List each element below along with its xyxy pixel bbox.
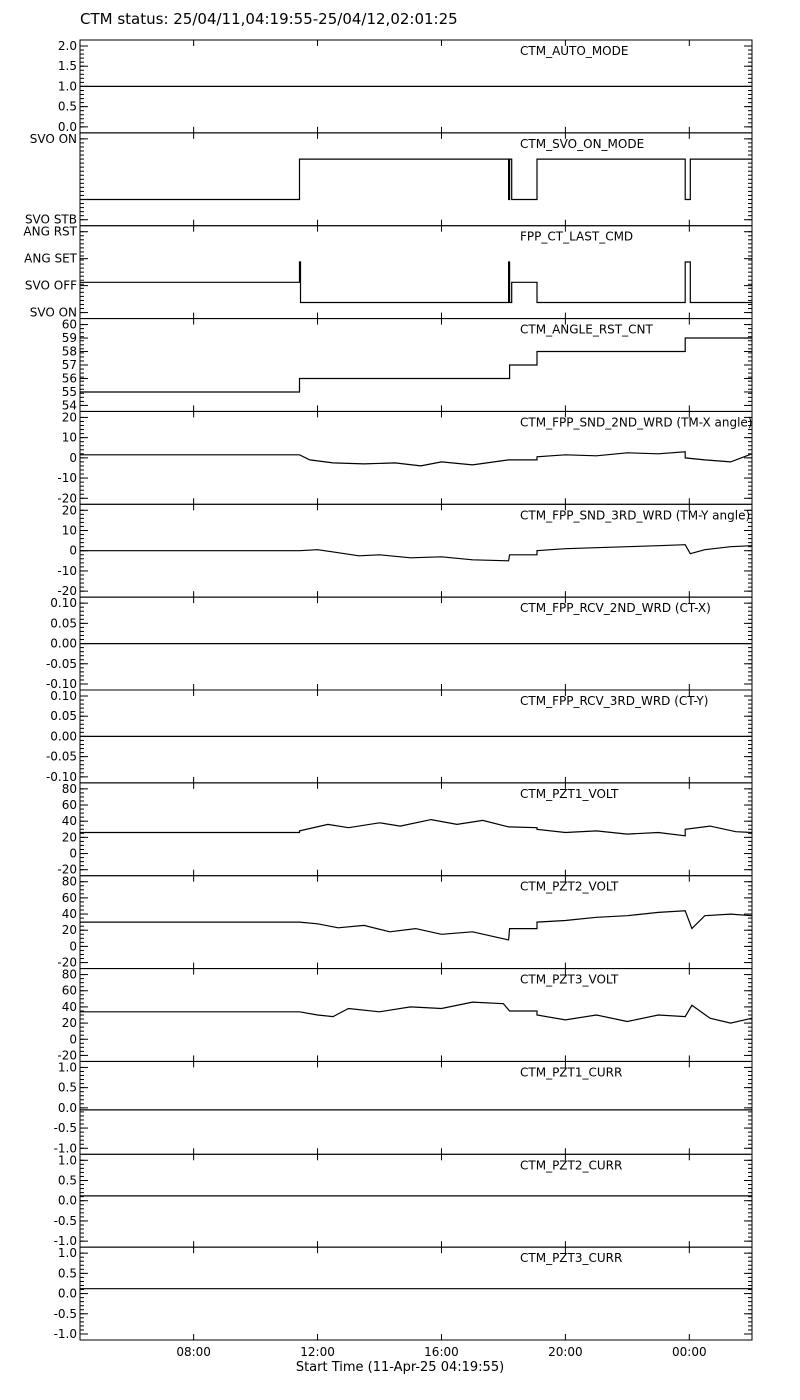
y-tick-label: -0.10 — [45, 677, 77, 691]
panel-title: CTM_FPP_RCV_2ND_WRD (CT-X) — [520, 601, 711, 616]
y-tick-label: 1.5 — [57, 59, 77, 74]
y-tick-label: 0 — [69, 1032, 77, 1047]
series-line — [80, 338, 752, 392]
y-tick-label: -20 — [57, 955, 77, 970]
y-tick-label: 0.0 — [57, 1100, 77, 1115]
y-tick-label: 40 — [61, 999, 77, 1014]
x-tick-label: 08:00 — [176, 1345, 211, 1359]
y-tick-label: SVO OFF — [24, 278, 77, 293]
y-tick-label: 60 — [61, 798, 77, 813]
y-tick-label: 2.0 — [57, 39, 77, 53]
panel-title: CTM_AUTO_MODE — [520, 44, 629, 58]
y-tick-label: 40 — [61, 907, 77, 922]
series-line — [80, 452, 752, 466]
y-tick-label: 80 — [61, 781, 77, 796]
y-tick-label: 60 — [61, 890, 77, 905]
y-tick-label: 1.0 — [57, 79, 77, 94]
y-tick-label: -20 — [57, 1048, 77, 1063]
y-tick-label: -0.5 — [53, 1306, 77, 1321]
y-tick-label: 20 — [61, 503, 77, 518]
y-tick-label: 1.0 — [57, 1153, 77, 1168]
panel-title: CTM_FPP_SND_3RD_WRD (TM-Y angle) — [520, 508, 751, 523]
y-tick-label: 0.5 — [57, 99, 77, 114]
y-tick-label: 60 — [61, 983, 77, 998]
y-tick-label: 1.0 — [57, 1060, 77, 1075]
y-tick-label: 0 — [69, 450, 77, 465]
panel-frame — [80, 1154, 752, 1247]
y-tick-label: 0.5 — [57, 1173, 77, 1188]
y-tick-label: 58 — [61, 344, 77, 359]
y-tick-label: 57 — [61, 358, 77, 372]
y-tick-label: -0.5 — [53, 1213, 77, 1228]
x-tick-label: 12:00 — [300, 1345, 335, 1359]
series-line — [80, 159, 752, 199]
y-tick-label: ANG SET — [24, 251, 77, 266]
panel-title: CTM_PZT1_VOLT — [520, 786, 619, 801]
y-tick-label: 80 — [61, 874, 77, 889]
y-tick-label: -20 — [57, 491, 77, 506]
y-tick-label: 1.0 — [57, 1246, 77, 1261]
panel-title: CTM_SVO_ON_MODE — [520, 136, 645, 151]
panel-frame — [80, 133, 752, 226]
y-tick-label: -1.0 — [53, 1234, 77, 1249]
y-tick-label: 55 — [61, 384, 77, 399]
y-tick-label: 0.10 — [50, 689, 77, 703]
panel-title: CTM_PZT2_CURR — [520, 1158, 623, 1173]
y-tick-label: 0.5 — [57, 1080, 77, 1095]
y-tick-label: 20 — [61, 923, 77, 938]
panel-title: CTM_PZT3_VOLT — [520, 972, 619, 987]
y-tick-label: 60 — [61, 317, 77, 332]
y-tick-label: 0.05 — [50, 616, 77, 631]
y-tick-label: -1.0 — [53, 1327, 77, 1341]
y-tick-label: SVO ON — [29, 131, 77, 146]
series-line — [80, 820, 752, 836]
y-tick-label: -0.5 — [53, 1121, 77, 1136]
y-tick-label: 10 — [61, 523, 77, 538]
panel-title: FPP_CT_LAST_CMD — [520, 229, 634, 244]
y-tick-label: -20 — [57, 862, 77, 877]
y-tick-label: -10 — [57, 471, 77, 486]
series-line — [80, 1002, 752, 1023]
y-tick-label: -0.10 — [45, 769, 77, 784]
y-tick-label: -10 — [57, 563, 77, 578]
x-tick-label: 20:00 — [548, 1345, 583, 1359]
series-line — [80, 911, 752, 940]
y-tick-label: -0.05 — [45, 656, 77, 671]
y-tick-label: 0.00 — [50, 636, 77, 651]
y-tick-label: 0.0 — [57, 1193, 77, 1208]
y-tick-label: 54 — [61, 398, 77, 413]
y-tick-label: 56 — [61, 371, 77, 386]
y-tick-label: 0 — [69, 543, 77, 558]
y-tick-label: 20 — [61, 830, 77, 845]
y-tick-label: 0 — [69, 846, 77, 861]
series-line — [80, 262, 752, 303]
x-tick-label: 16:00 — [424, 1345, 459, 1359]
panel-title: CTM_ANGLE_RST_CNT — [520, 322, 653, 337]
panel-title: CTM_FPP_RCV_3RD_WRD (CT-Y) — [520, 694, 709, 708]
y-tick-label: 40 — [61, 814, 77, 829]
y-tick-label: 20 — [61, 1016, 77, 1031]
x-axis-title: Start Time (11-Apr-25 04:19:55) — [295, 1360, 505, 1375]
y-tick-label: 10 — [61, 430, 77, 445]
y-tick-label: 0.10 — [50, 596, 77, 611]
y-tick-label: -20 — [57, 584, 77, 599]
y-tick-label: 0 — [69, 939, 77, 954]
x-tick-label: 00:00 — [672, 1345, 707, 1359]
y-tick-label: -0.05 — [45, 749, 77, 764]
y-tick-label: 0.0 — [57, 119, 77, 134]
y-tick-label: 20 — [61, 410, 77, 425]
y-tick-label: SVO STB — [24, 212, 77, 227]
series-line — [80, 545, 752, 561]
y-tick-label: ANG RST — [23, 224, 77, 239]
y-tick-label: 0.5 — [57, 1266, 77, 1281]
panel-title: CTM_PZT3_CURR — [520, 1251, 623, 1266]
y-tick-label: -1.0 — [53, 1141, 77, 1156]
panel-frame — [80, 969, 752, 1062]
chart-title: CTM status: 25/04/11,04:19:55-25/04/12,02:01:25 — [80, 10, 458, 28]
y-tick-label: 59 — [61, 331, 77, 346]
panel-frame — [80, 783, 752, 876]
y-tick-label: 0.05 — [50, 709, 77, 724]
panel-frame — [80, 1061, 752, 1154]
panel-frame — [80, 1247, 752, 1340]
panel-title: CTM_FPP_SND_2ND_WRD (TM-X angle) — [520, 415, 753, 430]
panel-title: CTM_PZT1_CURR — [520, 1065, 623, 1080]
y-tick-label: SVO ON — [29, 305, 77, 320]
panel-frame — [80, 226, 752, 319]
panel-title: CTM_PZT2_VOLT — [520, 879, 619, 894]
y-tick-label: 0.0 — [57, 1286, 77, 1301]
y-tick-label: 0.00 — [50, 729, 77, 744]
y-tick-label: 80 — [61, 967, 77, 982]
